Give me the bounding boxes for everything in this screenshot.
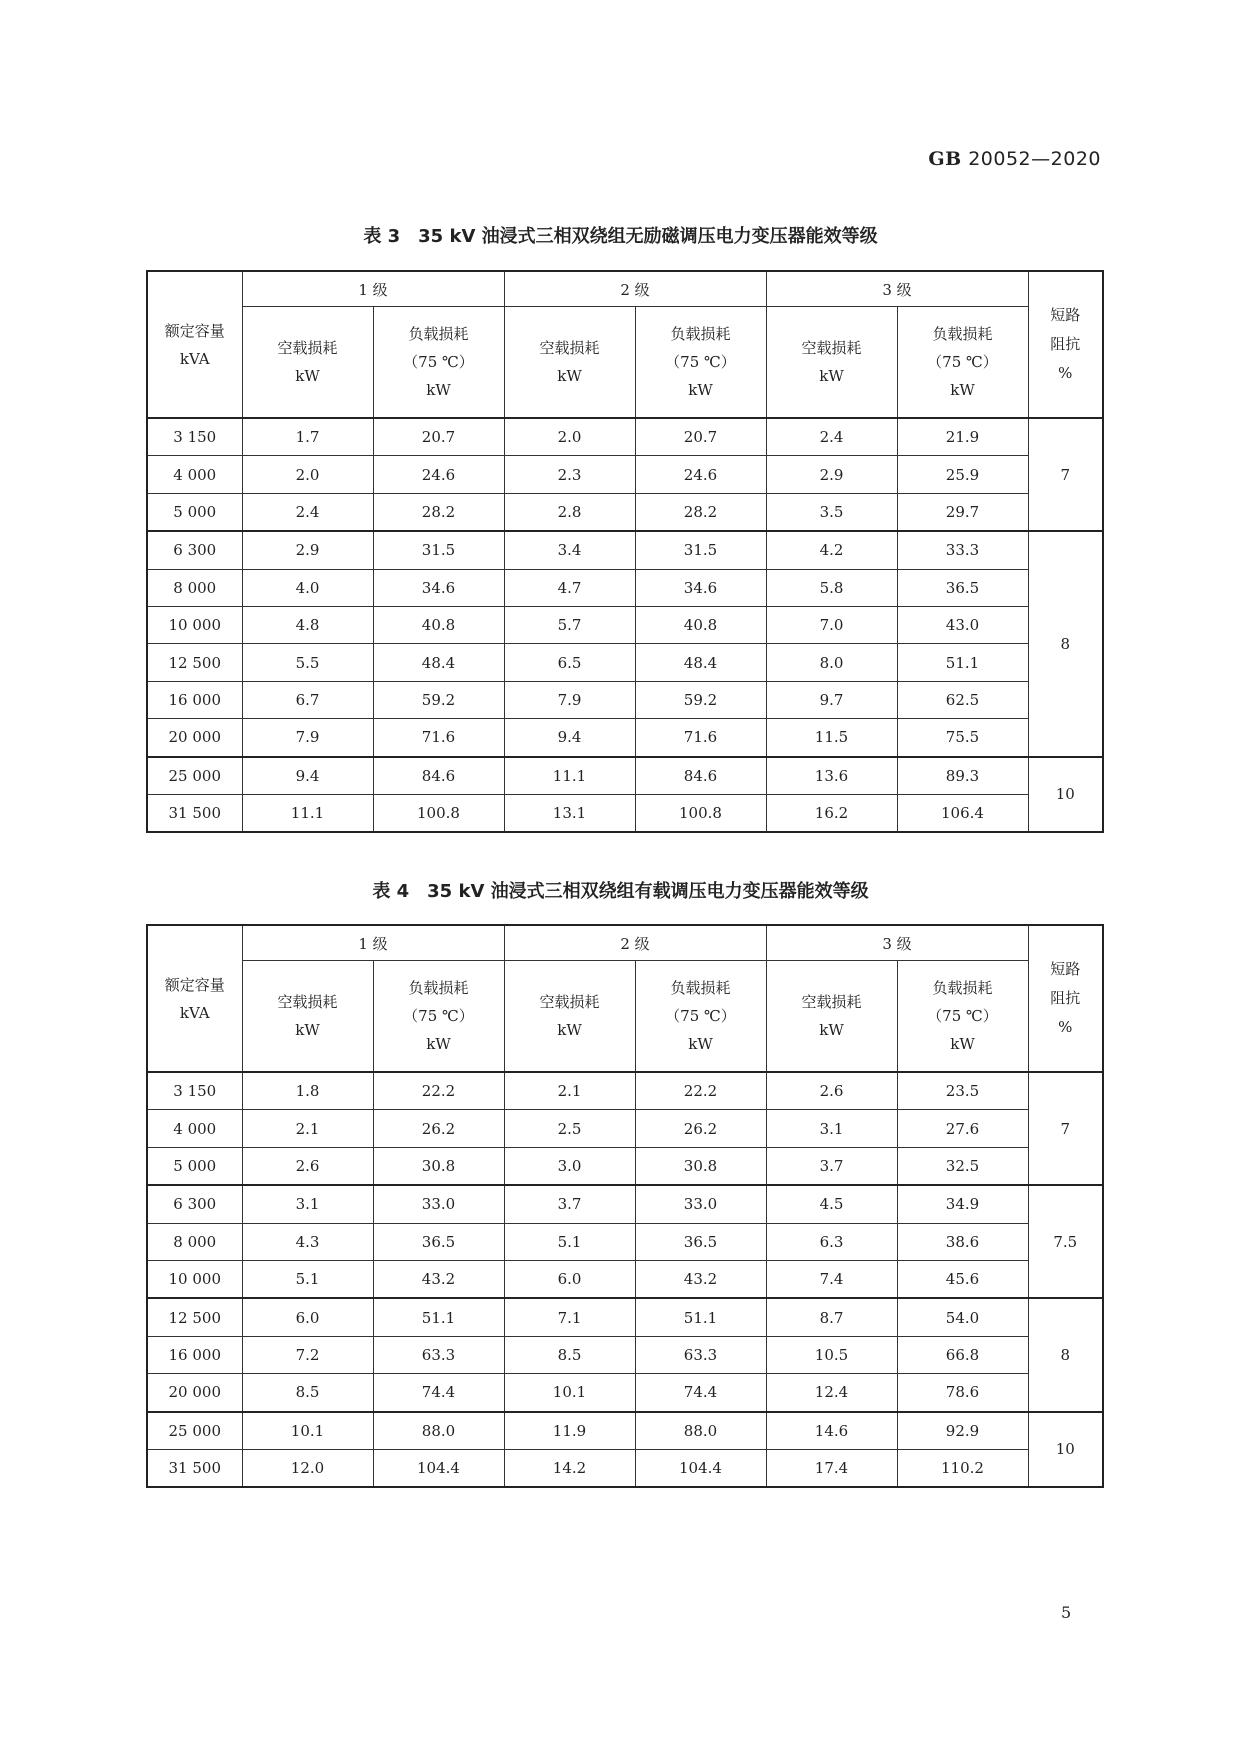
load-loss-cell: 110.2 [897,1449,1028,1487]
noload-loss-cell: 3.0 [504,1147,635,1185]
noload-loss-cell: 2.1 [504,1072,635,1110]
load-loss-cell: 51.1 [635,1298,766,1336]
capacity-cell: 3 150 [147,418,242,456]
load-temp: （75 ℃） [927,1007,998,1025]
noload-loss-cell: 2.0 [504,418,635,456]
noload-loss-cell: 11.5 [766,719,897,757]
noload-loss-cell: 11.9 [504,1412,635,1450]
impedance-cell: 8 [1028,1298,1103,1411]
capacity-unit-line: kVA [179,349,210,368]
noload-loss-cell: 4.3 [242,1223,373,1260]
table3-title-text: 35 kV 油浸式三相双绕组无励磁调压电力变压器能效等级 [418,226,878,247]
load-loss-cell: 51.1 [897,644,1028,681]
table4-number: 表 4 [372,881,410,902]
load-loss-cell: 24.6 [373,456,504,493]
noload-loss-cell: 7.1 [504,1298,635,1336]
noload-loss-cell: 12.0 [242,1449,373,1487]
noload-loss-cell: 16.2 [766,794,897,832]
noload-loss-cell: 2.3 [504,456,635,493]
noload-unit: kW [819,1021,844,1039]
capacity-cell: 31 500 [147,1449,242,1487]
noload-loss-cell: 8.5 [242,1374,373,1412]
noload-loss-cell: 3.4 [504,531,635,569]
noload-loss-cell: 17.4 [766,1449,897,1487]
noload-label: 空载损耗 [277,339,338,357]
load-loss-cell: 59.2 [635,681,766,718]
load-loss-cell: 30.8 [373,1147,504,1185]
capacity-cell: 6 300 [147,531,242,569]
standard-prefix: GB [928,148,962,170]
noload-loss-cell: 4.8 [242,606,373,643]
capacity-cell: 25 000 [147,757,242,795]
load-unit: kW [950,1035,975,1053]
load-loss-cell: 34.6 [635,569,766,606]
load-loss-cell: 104.4 [635,1449,766,1487]
load-loss-cell: 43.0 [897,606,1028,643]
noload-loss-cell: 4.0 [242,569,373,606]
noload-loss-cell: 4.5 [766,1185,897,1223]
table-row [147,456,1103,493]
standard-code: 20052—2020 [968,148,1101,170]
load-temp: （75 ℃） [403,1007,474,1025]
load-label: 负载损耗 [408,325,469,343]
load-loss-cell: 28.2 [635,493,766,531]
load-loss-cell: 34.6 [373,569,504,606]
noload-loss-cell: 7.9 [504,681,635,718]
table4-noload-header [766,961,897,1073]
load-loss-cell: 63.3 [373,1336,504,1373]
noload-loss-cell: 14.6 [766,1412,897,1450]
table4-grade-3-header: 3 级 [766,925,1028,961]
load-loss-cell: 48.4 [373,644,504,681]
noload-loss-cell: 13.6 [766,757,897,795]
table3-grade-2-header: 2 级 [504,271,766,307]
load-unit: kW [688,1035,713,1053]
table-row [147,1260,1103,1298]
capacity-cell: 6 300 [147,1185,242,1223]
table4-header-row-losses [147,961,1103,1073]
capacity-cell: 16 000 [147,681,242,718]
load-loss-cell: 89.3 [897,757,1028,795]
noload-unit: kW [819,367,844,385]
load-loss-cell: 43.2 [635,1260,766,1298]
noload-loss-cell: 11.1 [242,794,373,832]
table-row [147,757,1103,795]
noload-loss-cell: 2.8 [504,493,635,531]
load-label: 负载损耗 [932,979,993,997]
noload-loss-cell: 14.2 [504,1449,635,1487]
table-row [147,1336,1103,1373]
table-row [147,719,1103,757]
load-loss-cell: 36.5 [635,1223,766,1260]
load-loss-cell: 92.9 [897,1412,1028,1450]
table4-title [0,877,1241,903]
load-loss-cell: 74.4 [373,1374,504,1412]
capacity-cell: 20 000 [147,1374,242,1412]
capacity-cell: 31 500 [147,794,242,832]
noload-loss-cell: 2.5 [504,1110,635,1147]
load-unit: kW [950,381,975,399]
table3-grade-3-header: 3 级 [766,271,1028,307]
load-loss-cell: 78.6 [897,1374,1028,1412]
impedance-cell: 8 [1028,531,1103,756]
noload-loss-cell: 5.8 [766,569,897,606]
impedance-cell: 7.5 [1028,1185,1103,1298]
load-loss-cell: 54.0 [897,1298,1028,1336]
noload-loss-cell: 11.1 [504,757,635,795]
noload-loss-cell: 9.4 [242,757,373,795]
load-loss-cell: 48.4 [635,644,766,681]
load-loss-cell: 106.4 [897,794,1028,832]
table-row [147,569,1103,606]
noload-loss-cell: 6.3 [766,1223,897,1260]
load-loss-cell: 27.6 [897,1110,1028,1147]
table-row [147,1110,1103,1147]
load-loss-cell: 33.0 [373,1185,504,1223]
load-loss-cell: 22.2 [373,1072,504,1110]
impedance-header-line: 短路 [1050,960,1081,978]
capacity-cell: 25 000 [147,1412,242,1450]
table-row [147,1185,1103,1223]
load-loss-cell: 71.6 [373,719,504,757]
noload-loss-cell: 10.1 [504,1374,635,1412]
capacity-header-line: 额定容量 [164,975,225,994]
capacity-header-line: 额定容量 [164,321,225,340]
noload-label: 空载损耗 [801,339,862,357]
noload-loss-cell: 2.4 [242,493,373,531]
load-label: 负载损耗 [670,979,731,997]
noload-loss-cell: 2.4 [766,418,897,456]
noload-loss-cell: 3.1 [766,1110,897,1147]
load-loss-cell: 28.2 [373,493,504,531]
noload-loss-cell: 3.7 [504,1185,635,1223]
table-row [147,1147,1103,1185]
table4-grade-1-header: 1 级 [242,925,504,961]
table3-title [0,222,1241,248]
capacity-cell: 4 000 [147,456,242,493]
impedance-cell: 7 [1028,418,1103,531]
table4-impedance-header [1028,925,1103,1072]
standard-number [928,148,1101,170]
table3-noload-header [504,307,635,419]
load-loss-cell: 22.2 [635,1072,766,1110]
table3-load-header [635,307,766,419]
impedance-unit-line: % [1058,364,1073,382]
load-loss-cell: 45.6 [897,1260,1028,1298]
load-loss-cell: 40.8 [373,606,504,643]
noload-label: 空载损耗 [277,993,338,1011]
noload-loss-cell: 1.7 [242,418,373,456]
load-loss-cell: 71.6 [635,719,766,757]
load-loss-cell: 75.5 [897,719,1028,757]
noload-loss-cell: 7.0 [766,606,897,643]
capacity-cell: 5 000 [147,493,242,531]
load-loss-cell: 36.5 [897,569,1028,606]
noload-unit: kW [295,1021,320,1039]
load-loss-cell: 30.8 [635,1147,766,1185]
table3-load-header [897,307,1028,419]
table-row [147,644,1103,681]
capacity-cell: 10 000 [147,606,242,643]
capacity-cell: 16 000 [147,1336,242,1373]
noload-loss-cell: 7.2 [242,1336,373,1373]
table-row [147,1449,1103,1487]
noload-loss-cell: 2.1 [242,1110,373,1147]
load-loss-cell: 33.3 [897,531,1028,569]
load-temp: （75 ℃） [665,1007,736,1025]
load-loss-cell: 43.2 [373,1260,504,1298]
noload-loss-cell: 5.1 [242,1260,373,1298]
noload-loss-cell: 10.5 [766,1336,897,1373]
impedance-cell: 10 [1028,1412,1103,1488]
capacity-cell: 10 000 [147,1260,242,1298]
noload-loss-cell: 8.0 [766,644,897,681]
table4-load-header [373,961,504,1073]
impedance-header-line: 阻抗 [1050,989,1081,1007]
table-row [147,681,1103,718]
table4-capacity-header [147,925,242,1072]
table-row [147,1374,1103,1412]
table3-grade-1-header: 1 级 [242,271,504,307]
table3 [146,270,1104,833]
load-loss-cell: 31.5 [635,531,766,569]
noload-loss-cell: 8.5 [504,1336,635,1373]
table3-load-header [373,307,504,419]
table-row [147,1223,1103,1260]
noload-loss-cell: 7.4 [766,1260,897,1298]
load-temp: （75 ℃） [927,353,998,371]
noload-loss-cell: 2.9 [766,456,897,493]
noload-loss-cell: 3.5 [766,493,897,531]
load-loss-cell: 33.0 [635,1185,766,1223]
load-label: 负载损耗 [408,979,469,997]
capacity-cell: 5 000 [147,1147,242,1185]
noload-loss-cell: 3.7 [766,1147,897,1185]
load-loss-cell: 38.6 [897,1223,1028,1260]
noload-loss-cell: 2.9 [242,531,373,569]
table3-impedance-header [1028,271,1103,418]
table-row [147,418,1103,456]
noload-loss-cell: 12.4 [766,1374,897,1412]
load-loss-cell: 100.8 [373,794,504,832]
noload-loss-cell: 5.1 [504,1223,635,1260]
noload-loss-cell: 10.1 [242,1412,373,1450]
table3-header-row-losses [147,307,1103,419]
load-temp: （75 ℃） [665,353,736,371]
noload-loss-cell: 3.1 [242,1185,373,1223]
load-unit: kW [426,1035,451,1053]
load-loss-cell: 63.3 [635,1336,766,1373]
capacity-cell: 12 500 [147,644,242,681]
noload-label: 空载损耗 [801,993,862,1011]
impedance-cell: 10 [1028,757,1103,833]
load-loss-cell: 88.0 [373,1412,504,1450]
load-loss-cell: 26.2 [635,1110,766,1147]
noload-unit: kW [557,367,582,385]
load-loss-cell: 62.5 [897,681,1028,718]
noload-label: 空载损耗 [539,993,600,1011]
load-loss-cell: 74.4 [635,1374,766,1412]
noload-unit: kW [295,367,320,385]
capacity-cell: 12 500 [147,1298,242,1336]
table4-load-header [897,961,1028,1073]
noload-loss-cell: 2.6 [766,1072,897,1110]
table-row [147,1412,1103,1450]
load-loss-cell: 24.6 [635,456,766,493]
noload-loss-cell: 2.6 [242,1147,373,1185]
page-number: 5 [1061,1603,1072,1622]
load-loss-cell: 23.5 [897,1072,1028,1110]
table4-noload-header [504,961,635,1073]
noload-loss-cell: 8.7 [766,1298,897,1336]
table4-header-row-grades [147,925,1103,961]
load-loss-cell: 34.9 [897,1185,1028,1223]
noload-unit: kW [557,1021,582,1039]
load-loss-cell: 40.8 [635,606,766,643]
load-loss-cell: 104.4 [373,1449,504,1487]
load-loss-cell: 59.2 [373,681,504,718]
capacity-cell: 8 000 [147,569,242,606]
noload-loss-cell: 9.4 [504,719,635,757]
capacity-cell: 3 150 [147,1072,242,1110]
load-loss-cell: 36.5 [373,1223,504,1260]
noload-loss-cell: 6.5 [504,644,635,681]
noload-loss-cell: 5.5 [242,644,373,681]
noload-loss-cell: 7.9 [242,719,373,757]
noload-loss-cell: 2.0 [242,456,373,493]
noload-loss-cell: 5.7 [504,606,635,643]
impedance-cell: 7 [1028,1072,1103,1185]
table3-header-row-grades [147,271,1103,307]
noload-loss-cell: 13.1 [504,794,635,832]
load-unit: kW [426,381,451,399]
load-loss-cell: 32.5 [897,1147,1028,1185]
table4-title-text: 35 kV 油浸式三相双绕组有载调压电力变压器能效等级 [427,881,869,902]
load-loss-cell: 88.0 [635,1412,766,1450]
table-row [147,794,1103,832]
noload-loss-cell: 6.0 [504,1260,635,1298]
table4 [146,924,1104,1488]
load-loss-cell: 29.7 [897,493,1028,531]
load-loss-cell: 51.1 [373,1298,504,1336]
capacity-unit-line: kVA [179,1003,210,1022]
table-row [147,1298,1103,1336]
load-loss-cell: 84.6 [635,757,766,795]
impedance-header-line: 阻抗 [1050,335,1081,353]
table-row [147,606,1103,643]
load-loss-cell: 21.9 [897,418,1028,456]
load-label: 负载损耗 [932,325,993,343]
capacity-cell: 20 000 [147,719,242,757]
table-row [147,493,1103,531]
noload-loss-cell: 1.8 [242,1072,373,1110]
noload-loss-cell: 4.7 [504,569,635,606]
noload-loss-cell: 6.0 [242,1298,373,1336]
table4-load-header [635,961,766,1073]
load-loss-cell: 20.7 [373,418,504,456]
table-row [147,1072,1103,1110]
table3-capacity-header [147,271,242,418]
noload-loss-cell: 9.7 [766,681,897,718]
load-label: 负载损耗 [670,325,731,343]
load-loss-cell: 25.9 [897,456,1028,493]
load-loss-cell: 66.8 [897,1336,1028,1373]
noload-loss-cell: 6.7 [242,681,373,718]
table3-noload-header [766,307,897,419]
noload-label: 空载损耗 [539,339,600,357]
load-loss-cell: 84.6 [373,757,504,795]
capacity-cell: 4 000 [147,1110,242,1147]
table-row [147,531,1103,569]
impedance-unit-line: % [1058,1018,1073,1036]
load-loss-cell: 20.7 [635,418,766,456]
load-temp: （75 ℃） [403,353,474,371]
load-unit: kW [688,381,713,399]
table3-number: 表 3 [363,226,401,247]
table3-noload-header [242,307,373,419]
table4-noload-header [242,961,373,1073]
load-loss-cell: 26.2 [373,1110,504,1147]
load-loss-cell: 100.8 [635,794,766,832]
impedance-header-line: 短路 [1050,306,1081,324]
capacity-cell: 8 000 [147,1223,242,1260]
load-loss-cell: 31.5 [373,531,504,569]
noload-loss-cell: 4.2 [766,531,897,569]
table4-grade-2-header: 2 级 [504,925,766,961]
